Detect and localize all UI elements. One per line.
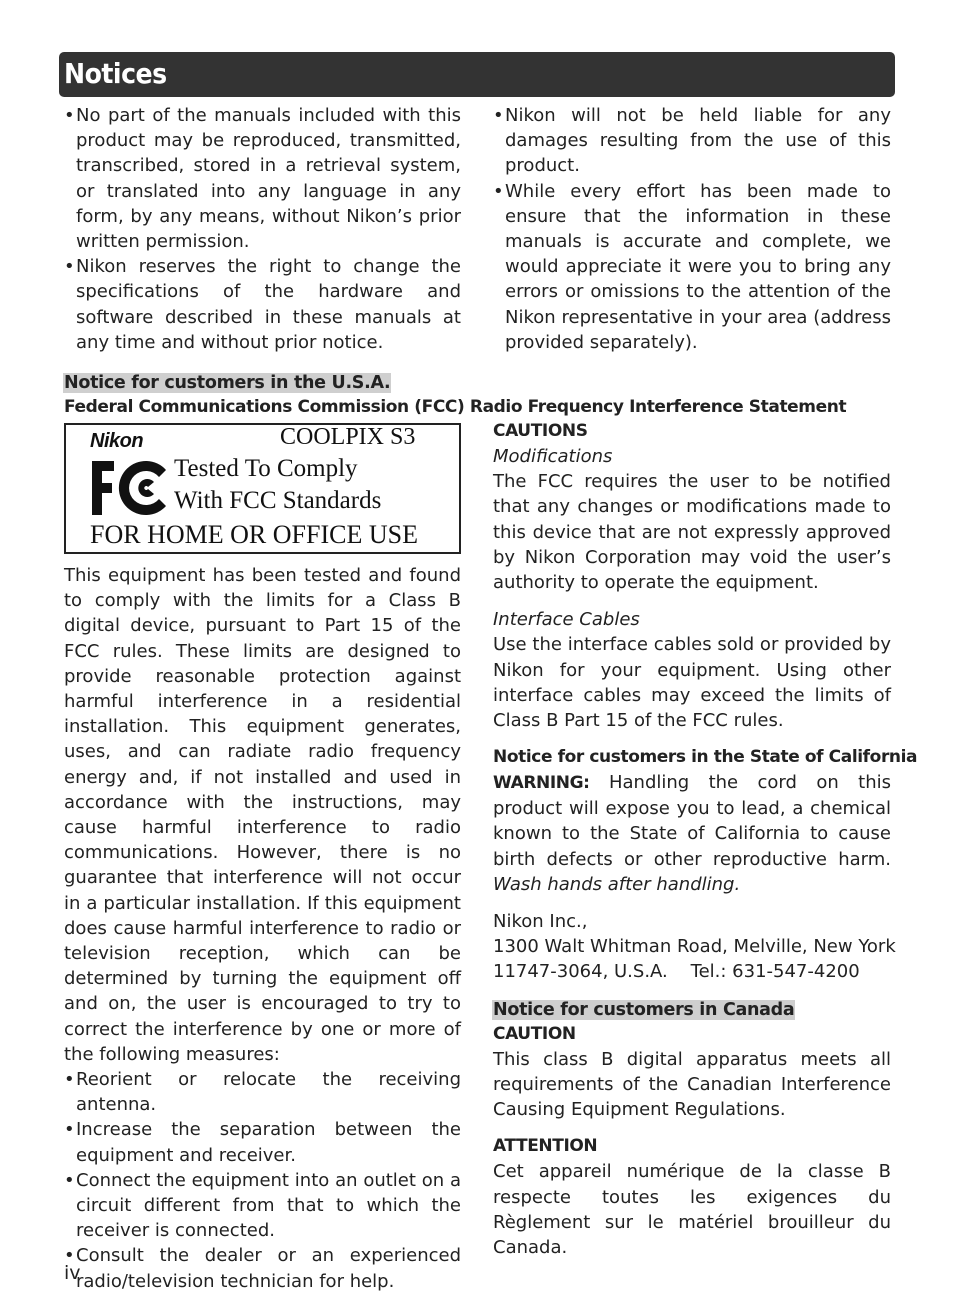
fcc-statement-text: This equipment has been tested and found to comply with the limits for a Class B digital device, pursuant to Part 15 of the FCC rules. These limits are designed to provide reasonable protection against harmful interference in a residential installation. This equipment generates, uses, and can radiate radio frequency energy and, if not installed and used in accordance with the instructions, may cause harmful interference to radio communications. However, there is no guarantee that interference will not occur in a particular installation. If this equipment does cause harmful interference to radio or television reception, which can be determined by turning the equipment off and on, the user is encouraged to try to correct the interference by one or more of the following measures: (64, 565, 461, 1065)
usa-headings (64, 370, 894, 420)
list-item: • No part of the manuals included with this product may be reproduced, transmitted, transcribed, stored in a retrieval system, or translated into any language in any form, by any means, without Nikon’s prior written permission. (64, 103, 461, 254)
list-item: • Nikon will not be held liable for any damages resulting from the use of this product. (493, 103, 891, 179)
list-item: • Consult the dealer or an experienced radio/television technician for help. (64, 1243, 461, 1293)
california-heading: Notice for customers in the State of California (493, 747, 918, 768)
address-company: Nikon Inc., (493, 911, 588, 933)
modifications-text: The FCC requires the user to be notified that any changes or modifications made to this device that are not expressly approved by Nikon Corporation may void the user’s authority to operate the equipment. (493, 471, 891, 594)
fcc-statement-heading: Federal Communications Commission (FCC) Radio Frequency Interference Statement (64, 397, 847, 418)
warning-text: Handling the cord on this product will expose you to lead, a chemical known to the State of California to cause birth defects or other reproductive harm. (493, 772, 891, 870)
notices-title-banner (59, 52, 895, 97)
right-lower-column (493, 419, 918, 1260)
list-item: • Connect the equipment into an outlet on a circuit different from that to which the receiver is connected. (64, 1168, 461, 1244)
list-item: • Nikon reserves the right to change the specifications of the hardware and software described in these manuals at any time and without prior notice. (64, 254, 461, 355)
page-title: Notices (64, 57, 167, 90)
list-item: • Increase the separation between the equipment and receiver. (64, 1117, 461, 1167)
cautions-label: CAUTIONS (493, 421, 588, 441)
fcc-compliance-label (64, 423, 461, 554)
usa-left-column (64, 423, 461, 1294)
modifications-title: Modifications (493, 446, 613, 467)
attention-label: ATTENTION (493, 1136, 598, 1157)
address-city-tel: 11747-3064, U.S.A. Tel.: 631-547-4200 (493, 961, 860, 983)
wash-hands-text: Wash hands after handling. (493, 873, 741, 895)
interface-cables-text: Use the interface cables sold or provided by Nikon for your equipment. Using other interface cables may exceed the limits of Class B Part 15 of the FCC rules. (493, 634, 891, 732)
attention-text: Cet appareil numérique de la classe B respecte toutes les exigences du Règlement sur le matériel brouilleur du Canada. (493, 1161, 891, 1259)
model-name: COOLPIX S3 (280, 424, 416, 450)
usa-section-heading: Notice for customers in the U.S.A. (64, 373, 391, 393)
page-number: iv (64, 1262, 81, 1284)
caution-label: CAUTION (493, 1023, 576, 1044)
warning-label: WARNING: (493, 773, 590, 794)
fcc-logo-icon (90, 459, 168, 517)
california-warning (493, 770, 891, 897)
interface-cables-title: Interface Cables (493, 609, 640, 631)
top-left-notices (64, 103, 461, 355)
list-item: • While every effort has been made to ensure that the information in these manuals is accurate and complete, we would appreciate it were you to bring any errors or omissions to the attention of the Nikon representative in your area (address provided separately). (493, 179, 891, 355)
caution-text: This class B digital apparatus meets all requirements of the Canadian Interference Causing Equipment Regulations. (493, 1048, 891, 1121)
canada-section-heading: Notice for customers in Canada (493, 999, 795, 1020)
fcc-label-line: FOR HOME OR OFFICE USE (90, 520, 418, 549)
list-item: • Reorient or relocate the receiving antenna. (64, 1067, 461, 1117)
address-street: 1300 Walt Whitman Road, Melville, New York (493, 936, 896, 958)
fcc-label-line: Tested To Comply (174, 455, 358, 482)
fcc-label-line: With FCC Standards (174, 487, 382, 514)
nikon-logo: Nikon (90, 430, 144, 452)
top-right-notices (493, 103, 891, 355)
